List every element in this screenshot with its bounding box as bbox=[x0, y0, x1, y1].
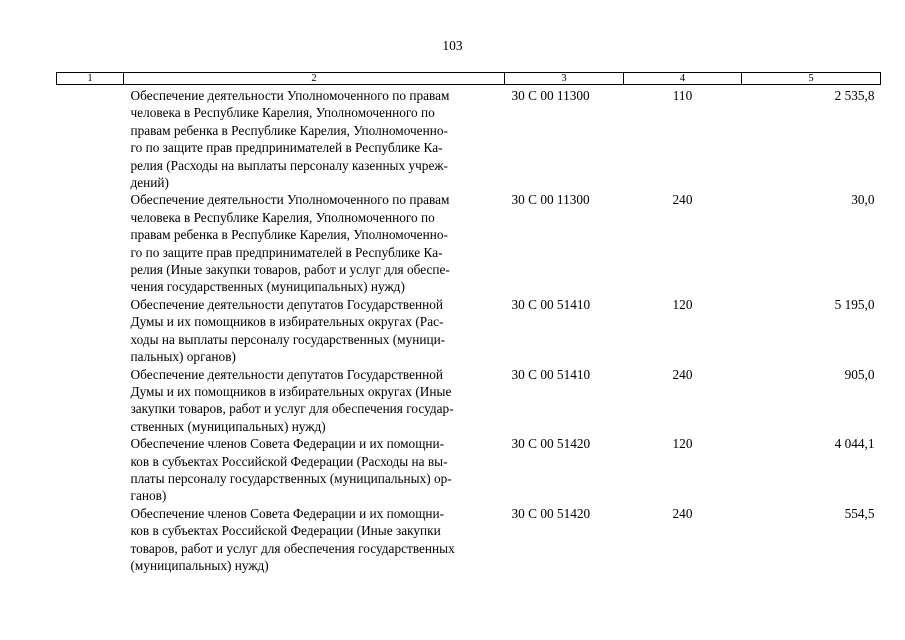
row-col1-cell bbox=[57, 85, 124, 192]
row-name-line: человека в Республике Карелия, Уполномоченного по bbox=[130, 105, 435, 121]
column-header-5: 5 bbox=[742, 73, 881, 85]
table-body bbox=[57, 85, 881, 575]
column-header-4: 4 bbox=[624, 73, 742, 85]
header-row bbox=[57, 73, 881, 85]
row-name-line: релия (Иные закупки товаров, работ и услуг для обеспе- bbox=[130, 262, 450, 278]
row-amount-cell: 30,0 bbox=[851, 192, 875, 208]
row-name-line: Обеспечение деятельности Уполномоченного по правам bbox=[130, 88, 450, 103]
column-header-2: 2 bbox=[124, 73, 505, 85]
row-name-line: Обеспечение деятельности Уполномоченного по правам bbox=[130, 192, 450, 208]
row-name-cell bbox=[124, 505, 505, 575]
row-type-cell: 110 bbox=[672, 88, 693, 103]
table-row bbox=[57, 366, 881, 436]
row-col1-cell bbox=[57, 296, 124, 366]
row-amount-cell: 4 044,1 bbox=[834, 436, 875, 452]
row-name-line: Обеспечение членов Совета Федерации и их помощни- bbox=[130, 436, 445, 452]
page-number: 103 bbox=[442, 38, 463, 53]
row-name-line: Думы и их помощников в избирательных округах (Рас- bbox=[130, 314, 444, 330]
row-name-line: го по защите прав предпринимателей в Республике Ка- bbox=[130, 140, 443, 156]
row-type-cell: 240 bbox=[672, 192, 693, 208]
row-name-line: закупки товаров, работ и услуг для обеспечения государ- bbox=[130, 401, 454, 417]
row-name-line: релия (Расходы на выплаты персоналу казенных учреж- bbox=[130, 157, 448, 173]
row-name-line: (муниципальных) нужд) bbox=[130, 557, 269, 573]
row-type-cell: 120 bbox=[672, 296, 693, 312]
column-header-1: 1 bbox=[57, 73, 124, 85]
row-name-line: Думы и их помощников в избирательных округах (Иные bbox=[130, 383, 452, 399]
row-name-line: го по защите прав предпринимателей в Республике Ка- bbox=[130, 244, 443, 260]
row-type-cell: 240 bbox=[672, 505, 693, 521]
row-name-cell bbox=[124, 366, 505, 436]
table-row bbox=[57, 191, 881, 295]
row-name-line: Обеспечение членов Совета Федерации и их помощни- bbox=[130, 505, 445, 521]
row-type-cell: 120 bbox=[672, 436, 693, 452]
row-name-cell bbox=[124, 435, 505, 505]
table-row bbox=[57, 85, 881, 192]
table-row bbox=[57, 505, 881, 575]
table-row bbox=[57, 296, 881, 366]
column-header-3: 3 bbox=[505, 73, 624, 85]
row-name-cell bbox=[124, 85, 505, 192]
row-name-line: человека в Республике Карелия, Уполномоченного по bbox=[130, 209, 435, 225]
row-name-cell bbox=[124, 191, 505, 295]
row-amount-cell: 554,5 bbox=[844, 505, 875, 521]
row-amount-cell: 2 535,8 bbox=[834, 88, 875, 103]
row-col1-cell bbox=[57, 435, 124, 505]
row-name-line: чения государственных (муниципальных) нужд) bbox=[130, 279, 405, 295]
row-code-cell: 30 С 00 51420 bbox=[511, 505, 591, 521]
row-name-line: дений) bbox=[130, 175, 169, 191]
row-name-line: ганов) bbox=[130, 488, 167, 504]
row-name-line: Обеспечение деятельности депутатов Государственной bbox=[130, 366, 444, 382]
row-name-line: правам ребенка в Республике Карелия, Уполномоченно- bbox=[130, 122, 448, 138]
row-name-line: товаров, работ и услуг для обеспечения государственных bbox=[130, 540, 455, 556]
table-row bbox=[57, 435, 881, 505]
row-code-cell: 30 С 00 11300 bbox=[511, 192, 590, 208]
row-name-cell bbox=[124, 296, 505, 366]
row-name-line: ходы на выплаты персоналу государственных (муници- bbox=[130, 331, 446, 347]
row-col1-cell bbox=[57, 505, 124, 575]
row-name-line: ков в субъектах Российской Федерации (Иные закупки bbox=[130, 523, 441, 539]
row-name-line: ков в субъектах Российской Федерации (Расходы на вы- bbox=[130, 453, 448, 469]
row-col1-cell bbox=[57, 366, 124, 436]
row-amount-cell: 5 195,0 bbox=[834, 296, 875, 312]
row-name-line: Обеспечение деятельности депутатов Государственной bbox=[130, 296, 444, 312]
row-type-cell: 240 bbox=[672, 366, 693, 382]
row-name-line: правам ребенка в Республике Карелия, Уполномоченно- bbox=[130, 227, 448, 243]
row-amount-cell: 905,0 bbox=[844, 366, 875, 382]
row-code-cell: 30 С 00 51420 bbox=[511, 436, 591, 452]
row-name-line: платы персоналу государственных (муниципальных) ор- bbox=[130, 470, 452, 486]
row-name-line: пальных) органов) bbox=[130, 349, 236, 365]
budget-table bbox=[56, 72, 881, 574]
row-code-cell: 30 С 00 51410 bbox=[511, 296, 591, 312]
row-code-cell: 30 С 00 51410 bbox=[511, 366, 591, 382]
row-col1-cell bbox=[57, 191, 124, 295]
row-code-cell: 30 С 00 11300 bbox=[511, 88, 590, 103]
table-header bbox=[57, 73, 881, 85]
row-name-line: ственных (муниципальных) нужд) bbox=[130, 418, 326, 434]
